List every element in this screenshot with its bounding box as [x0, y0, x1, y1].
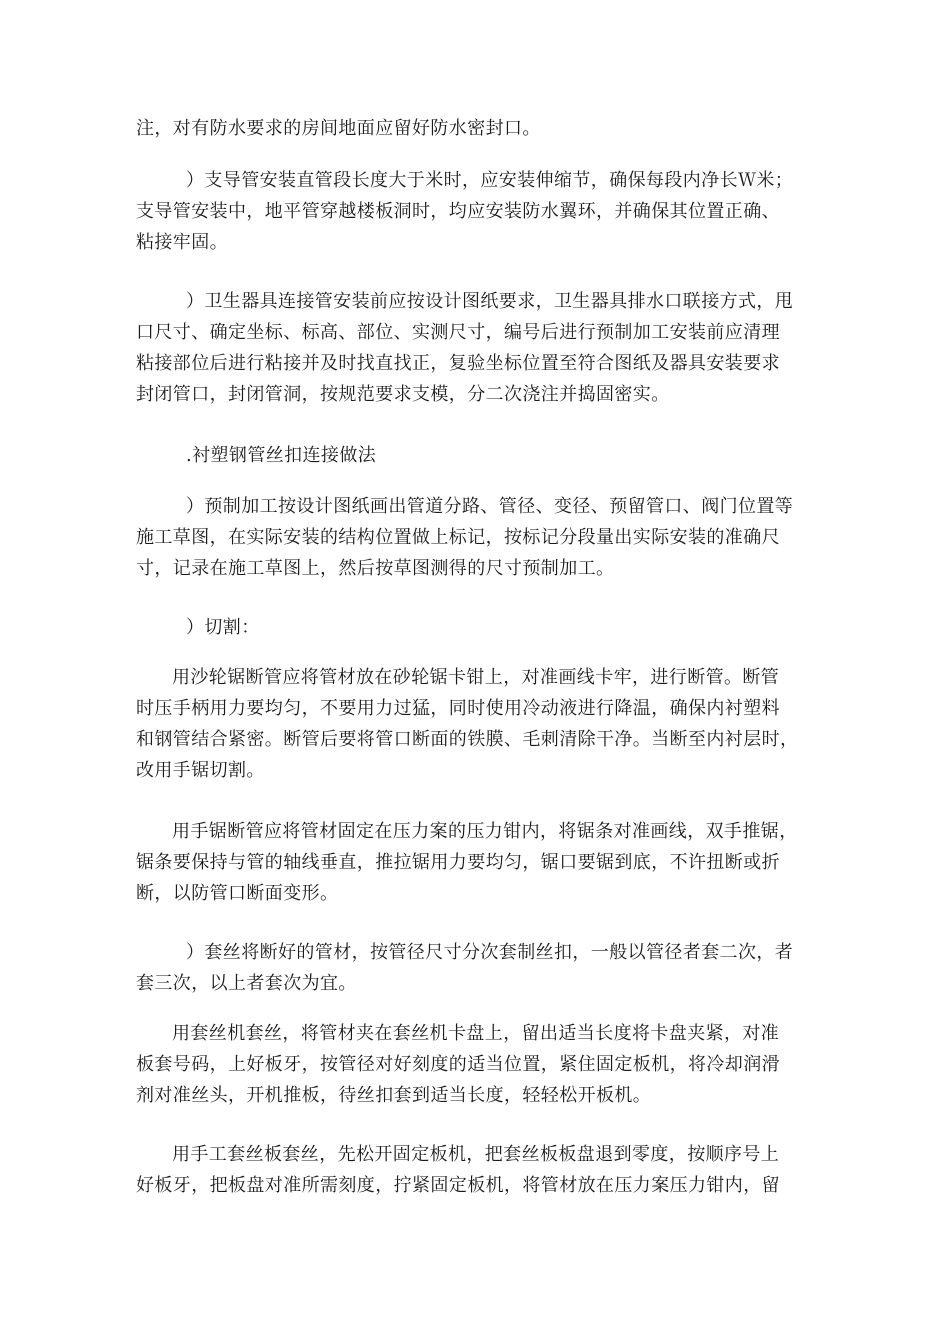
paragraph	[136, 612, 836, 643]
paragraph	[136, 816, 836, 909]
text-line: 支导管安装中，地平管穿越楼板洞时，均应安装防水翼环，并确保其位置正确、	[136, 201, 780, 222]
text-line: 施工草图，在实际安装的结构位置做上标记，按标记分段量出实际安装的准确尺	[136, 527, 780, 548]
paragraph	[136, 286, 836, 410]
paragraph	[136, 1018, 836, 1111]
text-line: 剂对准丝头，开机推板，待丝扣套到适当长度，轻轻松开板机。	[136, 1085, 652, 1106]
text-line: ）预制加工按设计图纸画出管道分路、管径、变径、预留管口、阀门位置等	[186, 496, 794, 517]
text-line: ）套丝将断好的管材，按管径尺寸分次套制丝扣，一般以管径者套二次，者	[186, 942, 794, 963]
text-line: 粘接部位后进行粘接并及时找直找正，复验坐标位置至符合图纸及器具安装要求	[136, 353, 780, 374]
text-line: 注，对有防水要求的房间地面应留好防水密封口。	[136, 118, 541, 139]
text-line: 粘接牢固。	[136, 232, 228, 253]
text-line: 好板牙，把板盘对准所需刻度，拧紧固定板机，将管材放在压力案压力钳内，留	[136, 1175, 780, 1196]
paragraph	[136, 937, 836, 999]
paragraph	[136, 113, 836, 144]
section-heading	[136, 440, 836, 471]
text-line: 时压手柄用力要均匀，不要用力过猛，同时使用冷动液进行降温，确保内衬塑料	[136, 698, 780, 719]
paragraph	[136, 1139, 836, 1201]
text-line: .衬塑钢管丝扣连接做法	[186, 445, 377, 466]
text-line: 口尺寸、确定坐标、标高、部位、实测尺寸，编号后进行预制加工安装前应清理	[136, 322, 780, 343]
text-line: 套三次，以上者套次为宜。	[136, 973, 357, 994]
text-line: 用手锯断管应将管材固定在压力案的压力钳内，将锯条对准画线，双手推锯，	[172, 821, 798, 842]
paragraph	[136, 662, 836, 786]
text-line: 板套号码，上好板牙，按管径对好刻度的适当位置，紧住固定板机，将冷却润滑	[136, 1054, 780, 1075]
text-line: 寸，记录在施工草图上，然后按草图测得的尺寸预制加工。	[136, 558, 615, 579]
text-line: ）卫生器具连接管安装前应按设计图纸要求，卫生器具排水口联接方式，甩	[186, 291, 794, 312]
text-line: 用沙轮锯断管应将管材放在砂轮锯卡钳上，对准画线卡牢，进行断管。断管	[172, 667, 780, 688]
text-line: ）切割：	[186, 617, 260, 638]
text-line: 封闭管口，封闭管洞，按规范要求支模，分二次浇注并捣固密实。	[136, 384, 670, 405]
paragraph	[136, 165, 836, 258]
text-line: 断，以防管口断面变形。	[136, 883, 339, 904]
paragraph	[136, 491, 836, 584]
text-line: 用套丝机套丝，将管材夹在套丝机卡盘上，留出适当长度将卡盘夹紧，对准	[172, 1023, 780, 1044]
text-line: ）支导管安装直管段长度大于米时，应安装伸缩节，确保每段内净长Ｗ米；	[186, 170, 794, 191]
text-line: 和钢管结合紧密。断管后要将管口断面的铁膜、毛刺清除干净。当断至内衬层时，	[136, 729, 799, 750]
text-line: 锯条要保持与管的轴线垂直，推拉锯用力要均匀，锯口要锯到底，不许扭断或折	[136, 852, 780, 873]
text-line: 用手工套丝板套丝，先松开固定板机，把套丝板板盘退到零度，按顺序号上	[172, 1144, 780, 1165]
text-line: 改用手锯切割。	[136, 760, 265, 781]
